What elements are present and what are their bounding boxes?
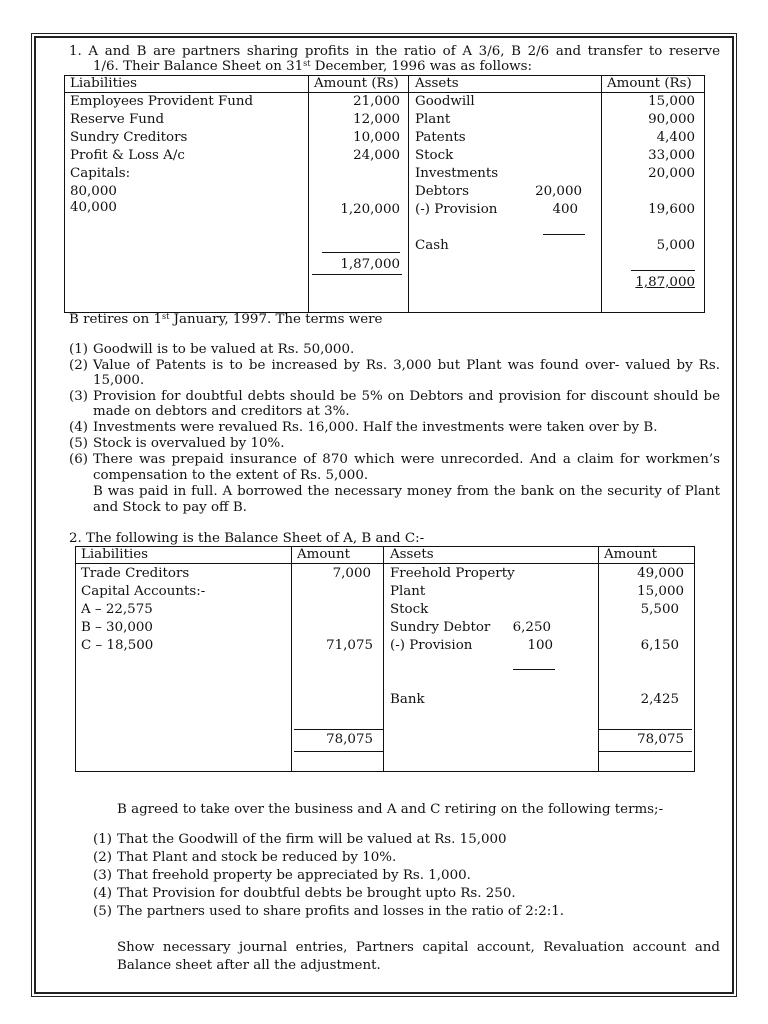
q1-term-text-cont: made on debtors and creditors at 3%. <box>93 404 350 419</box>
q1-term-text: Value of Patents is to be increased by Rs. 3,000 but Plant was found over- valued by Rs. <box>93 358 720 373</box>
q2-sub-rule <box>513 669 555 670</box>
q2-term-text: That Plant and stock be reduced by 10%. <box>117 850 397 865</box>
q1-asset-amount: 19,600 <box>648 202 695 217</box>
q2-col-rule-2 <box>383 546 384 771</box>
q2-asset-sub-amount: 6,250 <box>512 620 551 635</box>
q2-asset-label: Stock <box>390 602 429 617</box>
q1-asset-label: Stock <box>415 148 454 163</box>
q1-term-number: (1) <box>69 342 88 357</box>
q1-asset-sub-amount: 20,000 <box>535 184 582 199</box>
q2-header-amount-right: Amount <box>604 547 658 562</box>
q1-asset-label: Patents <box>415 130 466 145</box>
q1-term-text: Provision for doubtful debts should be 5% on Debtors and provision for discount should be <box>93 389 720 404</box>
q1-term-number: (3) <box>69 389 88 404</box>
q1-asset-label: Debtors <box>415 184 469 199</box>
q1-asset-amount: 20,000 <box>648 166 695 181</box>
q2-term-number: (4) <box>93 886 112 901</box>
q1-asset-amount: 4,400 <box>656 130 695 145</box>
q1-asset-sub-amount: 400 <box>552 202 578 217</box>
q1-col-rule-1 <box>308 75 309 312</box>
q1-sub-rule <box>543 234 585 235</box>
q2-liability-amount: 7,000 <box>332 566 371 581</box>
q2-header-rule <box>75 563 694 564</box>
q2-instruction-line1: Show necessary journal entries, Partners capital account, Revaluation account and <box>117 940 720 955</box>
q2-header-amount-left: Amount <box>297 547 351 562</box>
q2-asset-sub-amount: 100 <box>527 638 553 653</box>
q2-liability-label: Capital Accounts:- <box>81 584 206 599</box>
q2-liability-label: A – 22,575 <box>81 602 153 617</box>
q2-term-number: (5) <box>93 904 112 919</box>
q2-term-number: (2) <box>93 850 112 865</box>
q2-asset-label: Freehold Property <box>390 566 515 581</box>
q1-asset-amount: 33,000 <box>648 148 695 163</box>
q2-asset-amount: 2,425 <box>640 692 679 707</box>
q1-liability-amount: 1,20,000 <box>340 202 400 217</box>
q2-total-left: 78,075 <box>326 732 373 747</box>
q2-total-right: 78,075 <box>637 732 684 747</box>
q1-total-left: 1,87,000 <box>340 257 400 272</box>
q1-total-rule-right <box>631 270 695 271</box>
q1-header-liabilities: Liabilities <box>70 76 138 91</box>
q1-asset-amount: 15,000 <box>648 94 695 109</box>
q2-term-number: (3) <box>93 868 112 883</box>
q2-liability-label: B – 30,000 <box>81 620 153 635</box>
q2-instruction-line2: Balance sheet after all the adjustment. <box>117 958 381 973</box>
q2-liability-label: C – 18,500 <box>81 638 154 653</box>
q2-intro: 2. The following is the Balance Sheet of A, B and C:- <box>69 531 425 546</box>
q1-liability-amount: 21,000 <box>353 94 400 109</box>
q2-term-number: (1) <box>93 832 112 847</box>
q1-liability-amount: 12,000 <box>353 112 400 127</box>
q1-asset-label: (-) Provision <box>415 202 498 217</box>
q2-liability-label: Trade Creditors <box>81 566 190 581</box>
q2-asset-label: Sundry Debtor <box>390 620 491 635</box>
q1-header-amount-right: Amount (Rs) <box>607 76 692 91</box>
q1-liability-label: Employees Provident Fund <box>70 94 254 109</box>
q2-agreed-line: B agreed to take over the business and A and C retiring on the following terms;- <box>117 802 664 817</box>
q1-retire-line: B retires on 1st January, 1997. The terms were <box>69 312 383 327</box>
q1-liability-label: 80,000 <box>70 184 117 199</box>
q1-term-number: (4) <box>69 420 88 435</box>
q2-total-rule-right <box>598 729 692 730</box>
q1-intro-line1: 1. A and B are partners sharing profits in the ratio of A 3/6, B 2/6 and transfer to reserve <box>69 44 720 59</box>
q2-asset-label: (-) Provision <box>390 638 473 653</box>
q1-asset-label: Investments <box>415 166 499 181</box>
q1-asset-amount: 5,000 <box>656 238 695 253</box>
q1-term-number: (2) <box>69 358 88 373</box>
q1-term-text-cont: 15,000. <box>93 373 145 388</box>
q1-liability-amount: 24,000 <box>353 148 400 163</box>
q2-liability-amount: 71,075 <box>326 638 373 653</box>
q1-term-number: (6) <box>69 452 88 467</box>
q1-liability-label: 40,000 <box>70 200 117 215</box>
q1-col-rule-3 <box>601 75 602 312</box>
q2-col-rule-1 <box>291 546 292 771</box>
q2-header-liabilities: Liabilities <box>81 547 149 562</box>
q2-total-underline-right <box>598 751 692 752</box>
q1-asset-label: Cash <box>415 238 449 253</box>
q1-term-text: Goodwill is to be valued at Rs. 50,000. <box>93 342 355 357</box>
q2-term-text: That the Goodwill of the firm will be valued at Rs. 15,000 <box>117 832 507 847</box>
q2-asset-amount: 49,000 <box>637 566 684 581</box>
q2-term-text: That freehold property be appreciated by Rs. 1,000. <box>117 868 471 883</box>
q2-asset-amount: 6,150 <box>640 638 679 653</box>
q1-asset-label: Plant <box>415 112 451 127</box>
q1-term-text-cont: compensation to the extent of Rs. 5,000. <box>93 468 369 483</box>
q2-total-rule-left <box>294 729 383 730</box>
q1-liability-amount: 10,000 <box>353 130 400 145</box>
q1-liability-label: Reserve Fund <box>70 112 165 127</box>
q1-liability-label: Profit & Loss A/c <box>70 148 185 163</box>
q1-col-rule-2 <box>408 75 409 312</box>
q1-total-underline-left <box>312 274 402 275</box>
q1-total-right: 1,87,000 <box>635 275 695 290</box>
q2-header-assets: Assets <box>390 547 434 562</box>
q1-closing-line2: and Stock to pay off B. <box>93 500 247 515</box>
q1-asset-label: Goodwill <box>415 94 475 109</box>
q2-asset-label: Bank <box>390 692 425 707</box>
q2-asset-amount: 5,500 <box>640 602 679 617</box>
q1-intro-line2: 1/6. Their Balance Sheet on 31st December, 1996 was as follows: <box>93 59 532 74</box>
q1-header-assets: Assets <box>415 76 459 91</box>
q2-term-text: That Provision for doubtful debts be brought upto Rs. 250. <box>117 886 516 901</box>
q1-closing-line1: B was paid in full. A borrowed the necessary money from the bank on the security of Plant <box>93 484 720 499</box>
q2-col-rule-3 <box>598 546 599 771</box>
q2-term-text: The partners used to share profits and losses in the ratio of 2:2:1. <box>117 904 565 919</box>
q1-total-rule-left <box>322 252 400 253</box>
q1-header-rule <box>64 92 704 93</box>
q1-liability-label: Capitals: <box>70 166 131 181</box>
q1-header-amount-left: Amount (Rs) <box>314 76 399 91</box>
q1-term-number: (5) <box>69 436 88 451</box>
q1-term-text: Investments were revalued Rs. 16,000. Half the investments were taken over by B. <box>93 420 658 435</box>
q2-asset-amount: 15,000 <box>637 584 684 599</box>
q2-asset-label: Plant <box>390 584 426 599</box>
q1-term-text: Stock is overvalued by 10%. <box>93 436 285 451</box>
q1-term-text: There was prepaid insurance of 870 which were unrecorded. And a claim for workmen’s <box>93 452 720 467</box>
q1-liability-label: Sundry Creditors <box>70 130 188 145</box>
q1-asset-amount: 90,000 <box>648 112 695 127</box>
q2-total-underline-left <box>294 751 383 752</box>
